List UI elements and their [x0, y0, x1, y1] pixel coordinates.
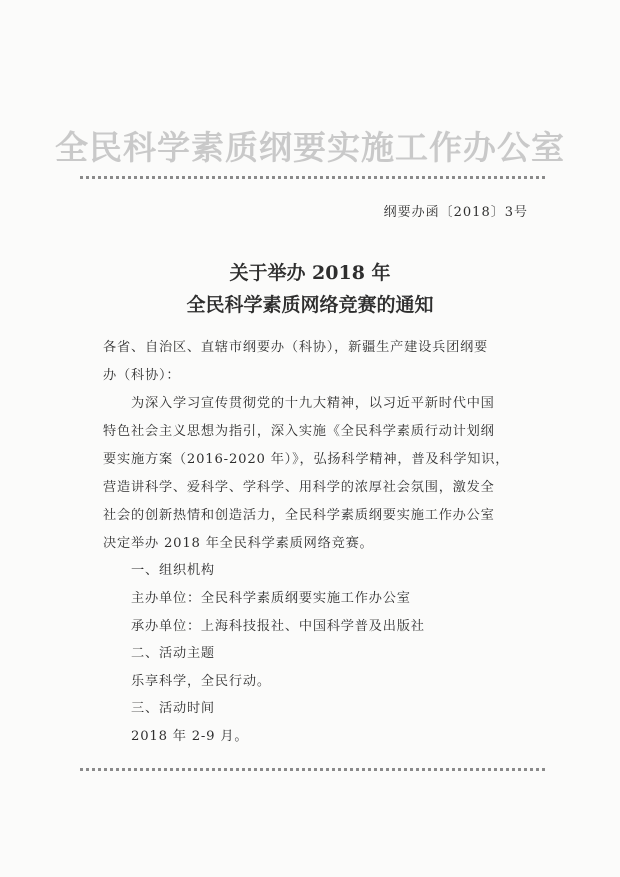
- time-content: 2018 年 2-9 月。: [131, 729, 249, 744]
- organizer-line: 主办单位：全民科学素质纲要实施工作办公室: [131, 591, 411, 606]
- section-heading-theme: 二、活动主题: [131, 646, 215, 661]
- document-number: 纲要办函〔2018〕3号: [383, 205, 528, 220]
- section-heading-time: 三、活动时间: [131, 701, 215, 716]
- footer-divider: [80, 768, 545, 771]
- section-heading-organization: 一、组织机构: [131, 563, 215, 578]
- body-line-3: 要实施方案（2016-2020 年）》，弘扬科学精神，普及科学知识，: [103, 452, 510, 467]
- co-organizer-line: 承办单位：上海科技报社、中国科学普及出版社: [131, 619, 425, 634]
- letterhead-title: 全民科学素质纲要实施工作办公室: [55, 128, 565, 167]
- theme-content: 乐享科学，全民行动。: [131, 674, 271, 689]
- addressee-line-1: 各省、自治区、直辖市纲要办（科协），新疆生产建设兵团纲要: [103, 340, 489, 355]
- letterhead-divider: [80, 176, 545, 179]
- notice-title-line-1: 关于举办 2018 年: [229, 262, 391, 284]
- body-line-2: 特色社会主义思想为指引，深入实施《全民科学素质行动计划纲: [103, 424, 495, 439]
- body-line-4: 营造讲科学、爱科学、学科学、用科学的浓厚社会氛围，激发全: [103, 480, 495, 495]
- notice-title-line-2: 全民科学素质网络竞赛的通知: [186, 294, 434, 316]
- addressee-line-2: 办（科协）：: [103, 368, 181, 383]
- body-line-6: 决定举办 2018 年全民科学素质网络竞赛。: [103, 536, 374, 551]
- body-line-1: 为深入学习宣传贯彻党的十九大精神，以习近平新时代中国: [131, 396, 495, 411]
- body-line-5: 社会的创新热情和创造活力，全民科学素质纲要实施工作办公室: [103, 508, 495, 523]
